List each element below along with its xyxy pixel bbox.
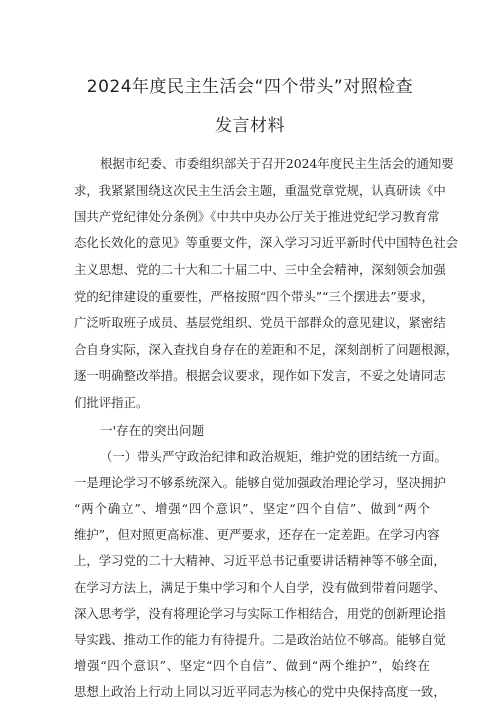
document-subtitle: 发言材料 xyxy=(215,116,285,136)
intro-line: 逐一明确整改举措。根据会议要求，现作如下发言，不妥之处请同志 xyxy=(74,368,446,383)
body-line: 在学习方法上，满足于集中学习和个人自学，没有做到带着问题学、 xyxy=(74,580,446,595)
intro-line: 们批评指正。 xyxy=(74,395,149,410)
body-line: 上，学习党的二十大精神、习近平总书记重要讲话精神等不够全面， xyxy=(74,553,446,568)
body-line: 导实践、推动工作的能力有待提升。二是政治站位不够高。能够自觉 xyxy=(74,632,446,647)
intro-line: 广泛听取班子成员、基层党组织、党员干部群众的意见建议，紧密结 xyxy=(74,315,446,330)
intro-line: 求，我紧紧围绕这次民主生活会主题，重温党章党规，认真研读《中 xyxy=(74,183,446,198)
section-heading: 一'存在的突出问题 xyxy=(100,423,205,438)
intro-line: 国共产党纪律处分条例》《中共中央办公厅关于推进党纪学习教育常 xyxy=(74,209,440,224)
body-line: 深入思考学，没有将理论学习与实际工作相结合，用党的创新理论指 xyxy=(74,606,446,621)
body-line: （一）带头严守政治纪律和政治规矩，维护党的团结统一方面。 xyxy=(100,449,447,464)
intro-line: 根据市纪委、市委组织部关于召开2024年度民主生活会的通知要 xyxy=(100,156,454,171)
intro-line: 态化长效化的意见》等重要文件，深入学习习近平新时代中国特色社会 xyxy=(74,235,459,250)
body-line: 一是理论学习不够系统深入。能够自觉加强政治理论学习，坚决拥护 xyxy=(74,475,446,490)
intro-line: 合自身实际，深入查找自身存在的差距和不足，深刻剖析了问题根源， xyxy=(74,342,459,357)
body-line: 维护”，但对照更高标准、更严要求，还存在一定差距。在学习内容 xyxy=(74,527,440,542)
intro-line: 党的纪律建设的重要性，严格按照“四个带头”“三个摆进去”要求， xyxy=(74,289,434,304)
body-line: 思想上政治上行动上同以习近平同志为核心的党中央保持高度一致， xyxy=(74,684,446,699)
document-title: 2024年度民主生活会“四个带头”对照检查 xyxy=(86,77,414,97)
intro-line: 主义思想、党的二十大和二十届二中、三中全会精神，深刻领会加强 xyxy=(74,262,446,277)
body-line: 增强“四个意识”、坚定“四个自信”、做到“两个维护”，始终在 xyxy=(74,658,430,673)
body-line: “两个确立”、增强“四个意识”、坚定“四个自信”、做到“两个 xyxy=(74,501,430,516)
